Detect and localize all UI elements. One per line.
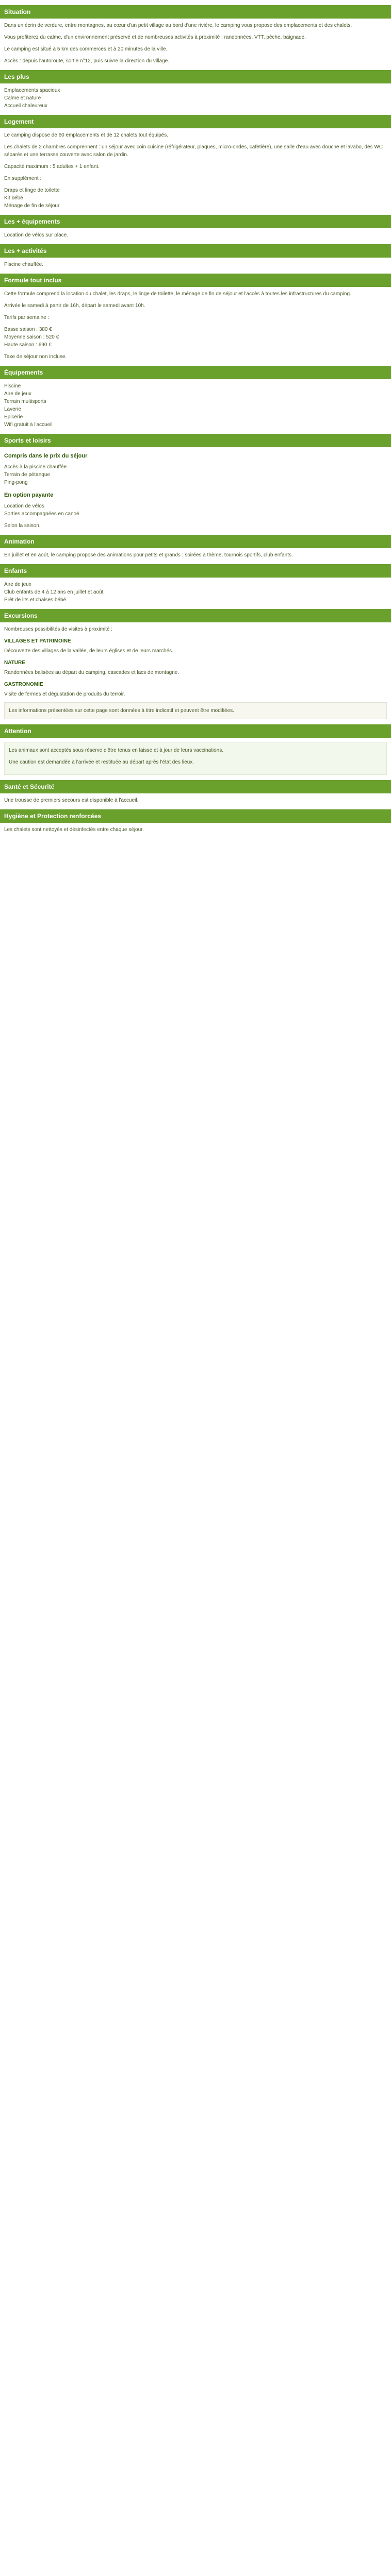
section-activites-plus — [0, 261, 391, 268]
section-sante — [0, 796, 391, 804]
excursion-group-text: Visite de fermes et dégustation de produits du terroir. — [4, 691, 125, 697]
formule-prices-title: Tarifs par semaine : — [4, 315, 50, 320]
logement-paragraph: Le camping dispose de 60 emplacements et de 12 chalets tout équipés. — [4, 132, 168, 138]
equipements-item: Piscine — [4, 383, 21, 389]
section-excursions — [0, 625, 391, 719]
logement-equipment-list — [4, 187, 387, 210]
plus-item: Emplacements spacieux — [4, 88, 60, 93]
enfants-item: Prêt de lits et chaises bébé — [4, 597, 67, 603]
section-header-formule: Formule tout inclus — [0, 274, 391, 287]
section-equipements — [0, 382, 391, 429]
section-animation — [0, 551, 391, 559]
sports-subhead: Compris dans le prix du séjour — [4, 453, 88, 459]
section-equipements-plus — [0, 231, 391, 239]
excursion-group-text: Découverte des villages de la vallée, de leurs églises et de leurs marchés. — [4, 648, 173, 654]
sante-text: Une trousse de premiers secours est disponible à l'accueil. — [4, 798, 139, 803]
situation-access: Accès : depuis l'autoroute, sortie n°12, puis suivre la direction du village. — [4, 58, 169, 64]
equipements-list — [4, 382, 387, 429]
section-header-attention: Attention — [0, 724, 391, 738]
excursions-notice — [4, 702, 387, 719]
situation-paragraph: Dans un écrin de verdure, entre montagnes, au cœur d'un petit village au bord d'une rivière, le camping vous propose des emplacements et des chalets. — [4, 23, 352, 28]
plus-item: Accueil chaleureux — [4, 103, 47, 109]
activites-plus-text: Piscine chauffée. — [4, 262, 43, 267]
excursion-group-heading: NATURE — [4, 660, 25, 666]
sports-subhead: En option payante — [4, 492, 54, 498]
situation-paragraph: Le camping est situé à 5 km des commerces et à 20 minutes de la ville. — [4, 46, 168, 52]
equipements-plus-text: Location de vélos sur place. — [4, 232, 68, 238]
section-header-situation: Situation — [0, 5, 391, 19]
section-header-hygiene: Hygiène et Protection renforcées — [0, 809, 391, 823]
formule-paragraph: Cette formule comprend la location du chalet, les draps, le linge de toilette, le ménage de fin de séjour et l'accès à toutes les infrastructures du camping. — [4, 291, 351, 297]
logement-equipment-title: En supplément : — [4, 176, 42, 181]
equipements-item: Wifi gratuit à l'accueil — [4, 422, 53, 428]
formule-price-item: Haute saison : 690 € — [4, 342, 52, 348]
excursions-intro: Nombreuses possibilités de visites à proximité : — [4, 626, 113, 632]
logement-equipment-item: Ménage de fin de séjour — [4, 203, 60, 209]
excursion-group-text: Randonnées balisées au départ du camping, cascades et lacs de montagne. — [4, 670, 180, 675]
sports-item: Accès à la piscine chauffée — [4, 464, 67, 470]
logement-equipment-item: Draps et linge de toilette — [4, 188, 60, 193]
section-hygiene — [0, 826, 391, 834]
plus-item: Calme et nature — [4, 95, 41, 101]
enfants-list — [4, 581, 387, 604]
hygiene-text: Les chalets sont nettoyés et désinfectés entre chaque séjour. — [4, 827, 144, 833]
section-header-animation: Animation — [0, 535, 391, 548]
section-header-equipements-plus: Les + équipements — [0, 215, 391, 228]
sports-item: Terrain de pétanque — [4, 472, 50, 478]
logement-equipment-item: Kit bébé — [4, 195, 23, 201]
section-header-sports: Sports et loisirs — [0, 434, 391, 447]
enfants-item: Aire de jeux — [4, 582, 31, 587]
equipements-item: Aire de jeux — [4, 391, 31, 397]
section-sports — [0, 452, 391, 530]
formule-price-item: Moyenne saison : 520 € — [4, 334, 59, 340]
attention-box — [4, 742, 387, 775]
sports-note: Selon la saison. — [4, 523, 41, 529]
section-formule — [0, 290, 391, 361]
formule-note: Taxe de séjour non incluse. — [4, 354, 67, 360]
sports-option-list — [4, 502, 387, 518]
section-enfants — [0, 581, 391, 604]
excursion-group-heading: VILLAGES ET PATRIMOINE — [4, 638, 71, 644]
section-logement — [0, 131, 391, 210]
attention-paragraph: Une caution est demandée à l'arrivée et restituée au départ après l'état des lieux. — [9, 759, 194, 765]
section-situation — [0, 22, 391, 65]
formule-paragraph: Arrivée le samedi à partir de 16h, départ le samedi avant 10h. — [4, 303, 145, 309]
formule-price-item: Basse saison : 380 € — [4, 327, 52, 332]
plus-list — [4, 87, 387, 110]
sports-item: Ping-pong — [4, 480, 28, 485]
equipements-item: Terrain multisports — [4, 399, 46, 404]
excursions-notice-text: Les informations présentées sur cette page sont données à titre indicatif et peuvent être modifiées. — [9, 708, 234, 714]
section-header-enfants: Enfants — [0, 564, 391, 578]
section-header-activites-plus: Les + activités — [0, 244, 391, 258]
sports-item: Sorties accompagnées en canoë — [4, 511, 79, 517]
section-header-logement: Logement — [0, 115, 391, 128]
logement-capacity: Capacité maximum : 5 adultes + 1 enfant. — [4, 164, 100, 170]
logement-paragraph: Les chalets de 2 chambres comprennent : un séjour avec coin cuisine (réfrigérateur, plaques, micro-ondes, cafetière), une salle d'eau avec douche et lavabo, des WC séparés et une terrasse couverte avec salon de jardin. — [4, 144, 383, 158]
section-header-plus: Les plus — [0, 70, 391, 83]
attention-paragraph: Les animaux sont acceptés sous réserve d'être tenus en laisse et à jour de leurs vaccinations. — [9, 748, 224, 753]
excursion-group-heading: GASTRONOMIE — [4, 682, 43, 687]
sports-included-list — [4, 463, 387, 486]
equipements-item: Épicerie — [4, 414, 23, 420]
enfants-item: Club enfants de 4 à 12 ans en juillet et août — [4, 589, 104, 595]
sports-item: Location de vélos — [4, 503, 44, 509]
formule-prices-list — [4, 326, 387, 349]
section-header-excursions: Excursions — [0, 609, 391, 622]
section-header-equipements: Équipements — [0, 366, 391, 379]
page — [0, 0, 391, 838]
section-attention — [0, 742, 391, 775]
section-plus — [0, 87, 391, 110]
animation-paragraph: En juillet et en août, le camping propose des animations pour petits et grands : soirées à thème, tournois sportifs, club enfants. — [4, 552, 293, 558]
section-header-sante: Santé et Sécurité — [0, 780, 391, 793]
equipements-item: Laverie — [4, 406, 21, 412]
situation-paragraph: Vous profiterez du calme, d'un environnement préservé et de nombreuses activités à proximité : randonnées, VTT, pêche, baignade. — [4, 35, 306, 40]
